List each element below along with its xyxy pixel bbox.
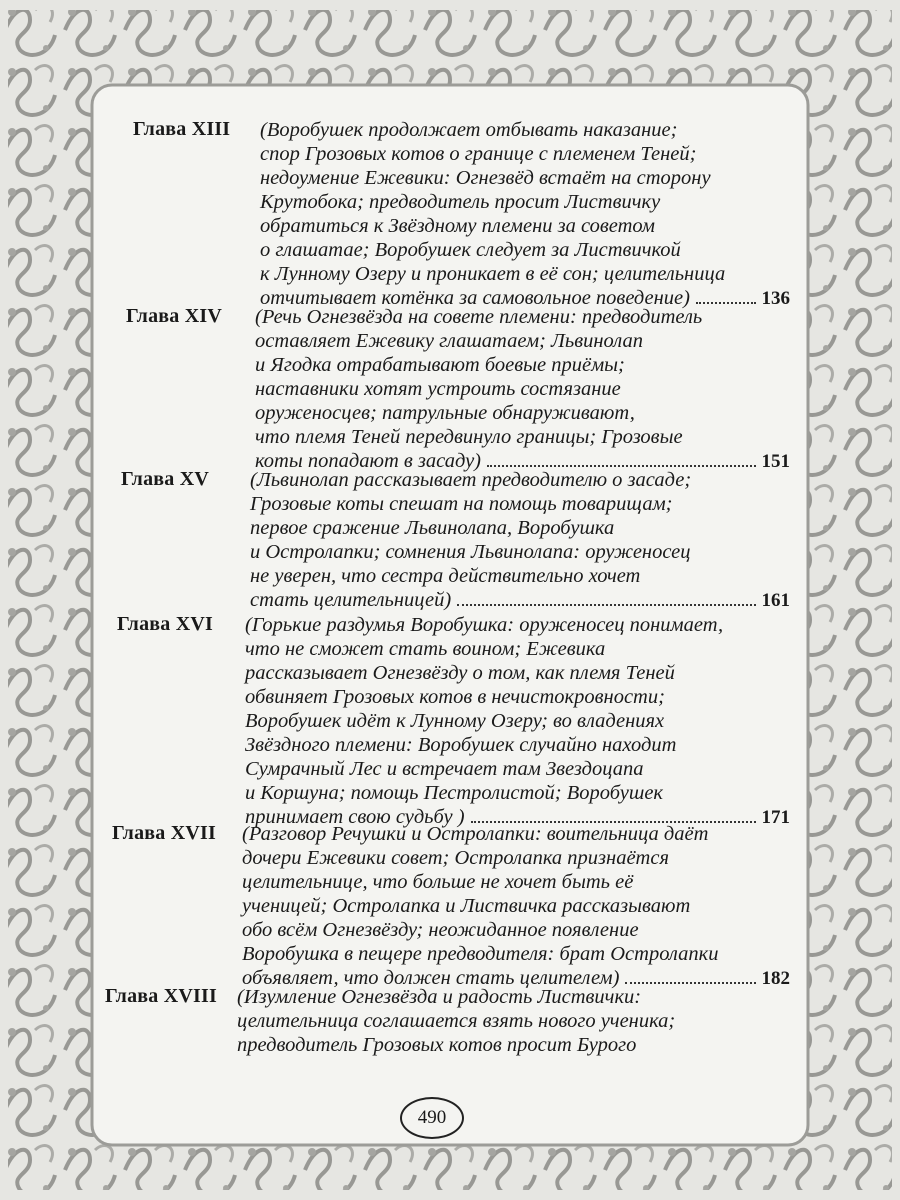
chapter-title: Глава XVIII bbox=[105, 985, 217, 1007]
chapter-entry bbox=[100, 822, 800, 991]
chapter-summary: (Горькие раздумья Воробушка: оруженосец понимает, что не сможет стать воином; Ежевика рассказывает Огнезвёзду о том, как племя Теней обвиняет Грозовых котов в нечистокровности; Воробушек идёт к Лунному Озеру; во владениях Звёздного племени: Воробушек случайно находит Сумрачный Лес и встречает там Звездоцапа и Коршуна; помощь Пестролистой; Воробушек bbox=[245, 614, 724, 804]
dot-leader bbox=[625, 982, 755, 984]
page-number: 182 bbox=[761, 968, 790, 989]
chapter-title: Глава XIII bbox=[133, 118, 231, 140]
page-number: 171 bbox=[761, 807, 790, 828]
chapter-entry bbox=[100, 613, 800, 830]
chapter-title: Глава XVI bbox=[117, 613, 213, 635]
chapter-entry bbox=[100, 118, 800, 311]
chapter-title: Глава XIV bbox=[126, 305, 222, 327]
chapter-entry bbox=[100, 985, 800, 1057]
chapter-summary-end: объявляет, что должен стать целителем) bbox=[242, 967, 620, 989]
page-folio: 490 bbox=[400, 1097, 464, 1139]
page-number: 161 bbox=[761, 590, 790, 611]
chapter-entry bbox=[100, 468, 800, 613]
chapter-summary: (Речь Огнезвёзда на совете племени: предводитель оставляет Ежевику глашатаем; Львинолап и Ягодка отрабатывают боевые приёмы; наставники хотят устроить состязание оруженосцев; патрульные обнаруживают, что племя Теней передвинуло границы; Грозовые bbox=[255, 306, 703, 448]
page-number: 136 bbox=[761, 288, 790, 309]
chapter-summary: (Воробушек продолжает отбывать наказание; спор Грозовых котов о границе с племенем Теней; недоумение Ежевики: Огнезвёд встаёт на сторону Крутобока; предводитель просит Листвичку обратиться к Звёздному племени за советом о глашатае; Воробушек следует за Листвичкой к Лунному Озеру и проникает в её сон; целительница bbox=[260, 119, 726, 285]
chapter-summary-end: отчитывает котёнка за самовольное поведение) bbox=[260, 287, 690, 309]
chapter-title: Глава XVII bbox=[112, 822, 216, 844]
chapter-summary-end: стать целительницей) bbox=[250, 589, 452, 611]
chapter-summary: (Разговор Речушки и Остролапки: воительница даёт дочери Ежевики совет; Остролапка признаётся целительнице, что больше не хочет быть её ученицей; Остролапка и Листвичка рассказывают обо всём Огнезвёзду; неожиданное появление Воробушка в пещере предводителя: брат Остролапки bbox=[242, 823, 719, 965]
dot-leader bbox=[696, 302, 756, 304]
dot-leader bbox=[457, 604, 755, 606]
chapter-entry bbox=[100, 305, 800, 474]
chapter-title: Глава XV bbox=[121, 468, 209, 490]
chapter-summary: (Изумление Огнезвёзда и радость Листвички: целительница соглашается взять нового ученика; предводитель Грозовых котов просит Бурого bbox=[237, 986, 676, 1056]
chapter-summary: (Львинолап рассказывает предводителю о засаде; Грозовые коты спешат на помощь товарищам; первое сражение Львинолапа, Воробушка и Остролапки; сомнения Львинолапа: оруженосец не уверен, что сестра действительно хочет bbox=[250, 469, 692, 587]
dot-leader bbox=[487, 465, 756, 467]
page-number: 151 bbox=[761, 451, 790, 472]
chapter-summary-end: коты попадают в засаду) bbox=[255, 450, 481, 472]
chapter-summary-end: принимает свою судьбу ) bbox=[245, 806, 465, 828]
